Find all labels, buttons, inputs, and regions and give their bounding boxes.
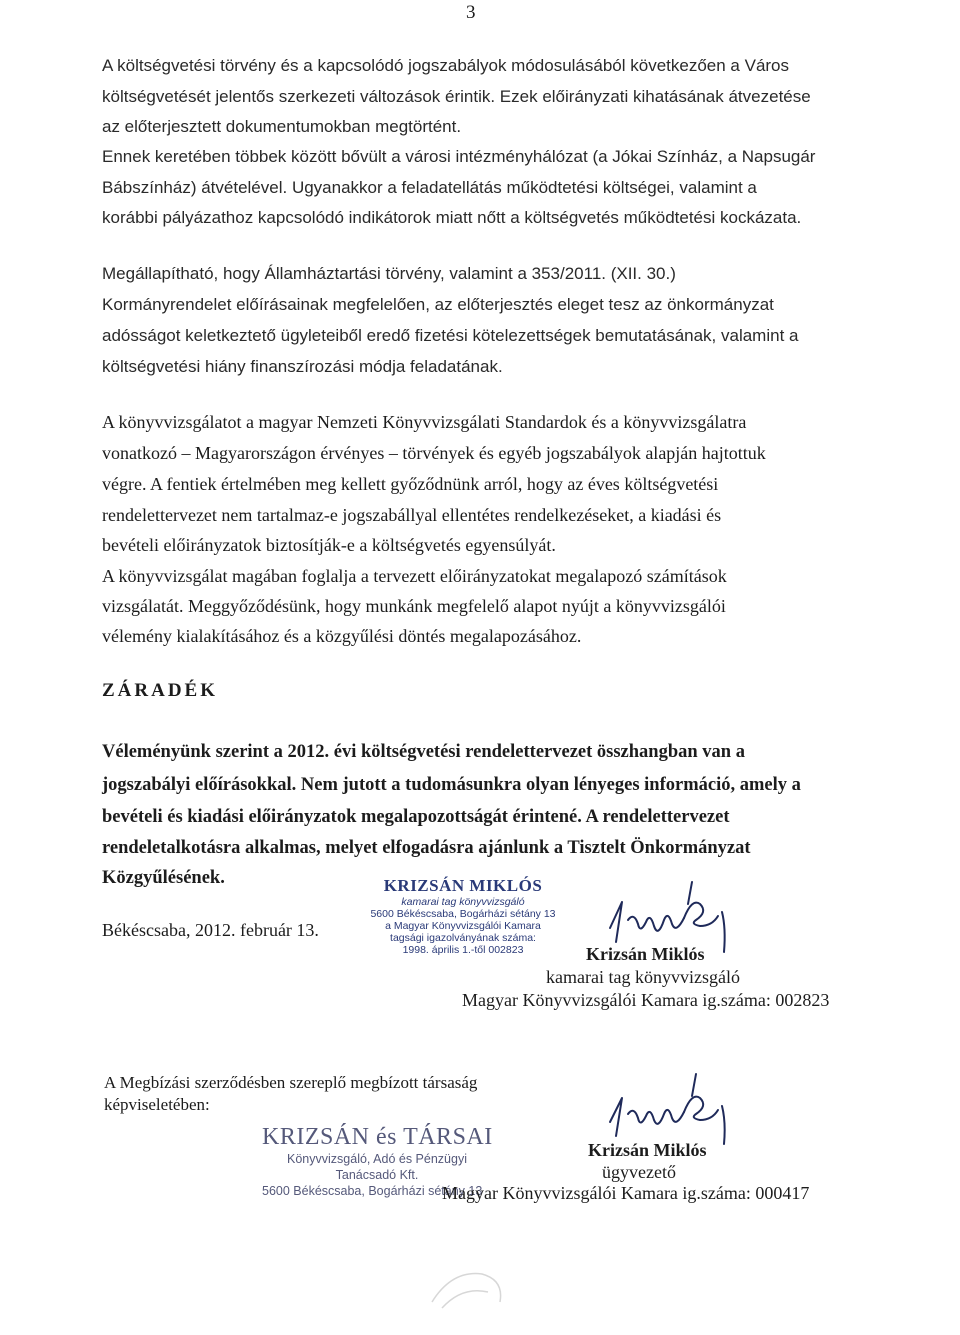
signer-name: Krizsán Miklós <box>586 944 705 964</box>
signer-role: kamarai tag könyvvizsgáló <box>546 967 740 987</box>
text-line: Véleményünk szerint a 2012. évi költségvetési rendelettervezet összhangban van a <box>102 742 745 762</box>
text-line: az előterjesztett dokumentumokban megtörtént. <box>102 117 462 136</box>
text-line: Kormányrendelet előírásainak megfelelően, az előterjesztés eleget tesz az önkormányzat <box>102 295 774 314</box>
auditor-stamp <box>352 876 574 956</box>
embossed-seal-mark <box>422 1262 512 1322</box>
text-line: költségvetési hiány finanszírozási módja feladatának. <box>102 357 503 376</box>
text-line: rendelettervezet nem tartalmaz-e jogszabállyal ellentétes rendelkezéseket, a kiadási és <box>102 505 722 525</box>
text-line: vélemény kialakításához és a közgyűlési döntés megalapozásához. <box>102 626 582 646</box>
text-line: korábbi pályázathoz kapcsolódó indikátorok miatt nőtt a költségvetés működtetési kockázata. <box>102 208 802 227</box>
text-line: A költségvetési törvény és a kapcsolódó jogszabályok módosulásából következően a Város <box>102 56 790 75</box>
text-line: A könyvvizsgálatot a magyar Nemzeti Könyvvizsgálati Standardok és a könyvvizsgálatra <box>102 412 747 432</box>
page-number: 3 <box>466 2 476 23</box>
text-line: Bábszínház) átvételével. Ugyanakkor a feladatellátás működtetési költségei, valamint a <box>102 178 757 197</box>
stamp-chamber: a Magyar Könyvvizsgálói Kamara <box>385 920 541 932</box>
text-line: adósságot keletkeztető ügyleteiből eredő fizetési kötelezettségek bemutatásának, valamint a <box>102 326 799 345</box>
section-heading: ZÁRADÉK <box>102 680 219 701</box>
text-line: vonatkozó – Magyarországon érvényes – törvények és egyéb jogszabályok alapján hajtottuk <box>102 443 766 463</box>
signer-role: ügyvezető <box>602 1162 676 1182</box>
text-line: Megállapítható, hogy Államháztartási törvény, valamint a 353/2011. (XII. 30.) <box>102 264 676 283</box>
stamp-company-name: KRIZSÁN és TÁRSAI <box>262 1124 493 1150</box>
text-line: rendeletalkotásra alkalmas, melyet elfogadásra ajánlunk a Tisztelt Önkormányzat <box>102 838 751 858</box>
text-line: vizsgálatát. Meggyőződésünk, hogy munkánk megfelelő alapot nyújt a könyvvizsgálói <box>102 596 726 616</box>
stamp-address: 5600 Békéscsaba, Bogárházi sétány 13 <box>370 908 556 920</box>
text-line: költségvetését jelentős szerkezeti változások érintik. Ezek előirányzati kihatásának átvezetése <box>102 87 811 106</box>
stamp-company-address: 5600 Békéscsaba, Bogárházi sétány 13 <box>262 1184 483 1198</box>
stamp-name: KRIZSÁN MIKLÓS <box>383 876 543 895</box>
text-line: Ennek keretében többek között bővült a városi intézményhálózat (a Jókai Színház, a Napsugár <box>102 147 816 166</box>
text-line: végre. A fentiek értelmében meg kellett győződnünk arról, hogy az éves költségvetési <box>102 474 719 494</box>
signer-chamber-id: Magyar Könyvvizsgálói Kamara ig.száma: 000417 <box>442 1183 810 1203</box>
text-line: Közgyűlésének. <box>102 868 225 888</box>
text-line: jogszabályi előírásokkal. Nem jutott a tudomásunkra olyan lényeges információ, amely a <box>102 775 801 795</box>
text-line: A könyvvizsgálat magában foglalja a tervezett előirányzatokat megalapozó számítások <box>102 566 727 586</box>
stamp-role: kamarai tag könyvvizsgáló <box>401 896 525 908</box>
stamp-company-line: Könyvvizsgáló, Adó és Pénzügyi <box>287 1152 467 1166</box>
text-line: bevételi és kiadási előirányzatok megalapozottságát érintené. A rendelettervezet <box>102 807 730 827</box>
body-text <box>102 0 854 900</box>
stamp-id-value: 1998. április 1.-től 002823 <box>402 944 524 956</box>
place-date: Békéscsaba, 2012. február 13. <box>102 920 319 940</box>
mandate-line: képviseletében: <box>104 1095 210 1114</box>
text-line: bevételi előirányzatok biztosítják-e a költségvetés egyensúlyát. <box>102 535 556 555</box>
mandate-line: A Megbízási szerződésben szereplő megbízott társaság <box>104 1073 478 1092</box>
signer-chamber-id: Magyar Könyvvizsgálói Kamara ig.száma: 002823 <box>462 990 830 1010</box>
stamp-id-label: tagsági igazolványának száma: <box>390 932 536 944</box>
stamp-company-line: Tanácsadó Kft. <box>335 1168 419 1182</box>
signer-name: Krizsán Miklós <box>588 1140 707 1160</box>
